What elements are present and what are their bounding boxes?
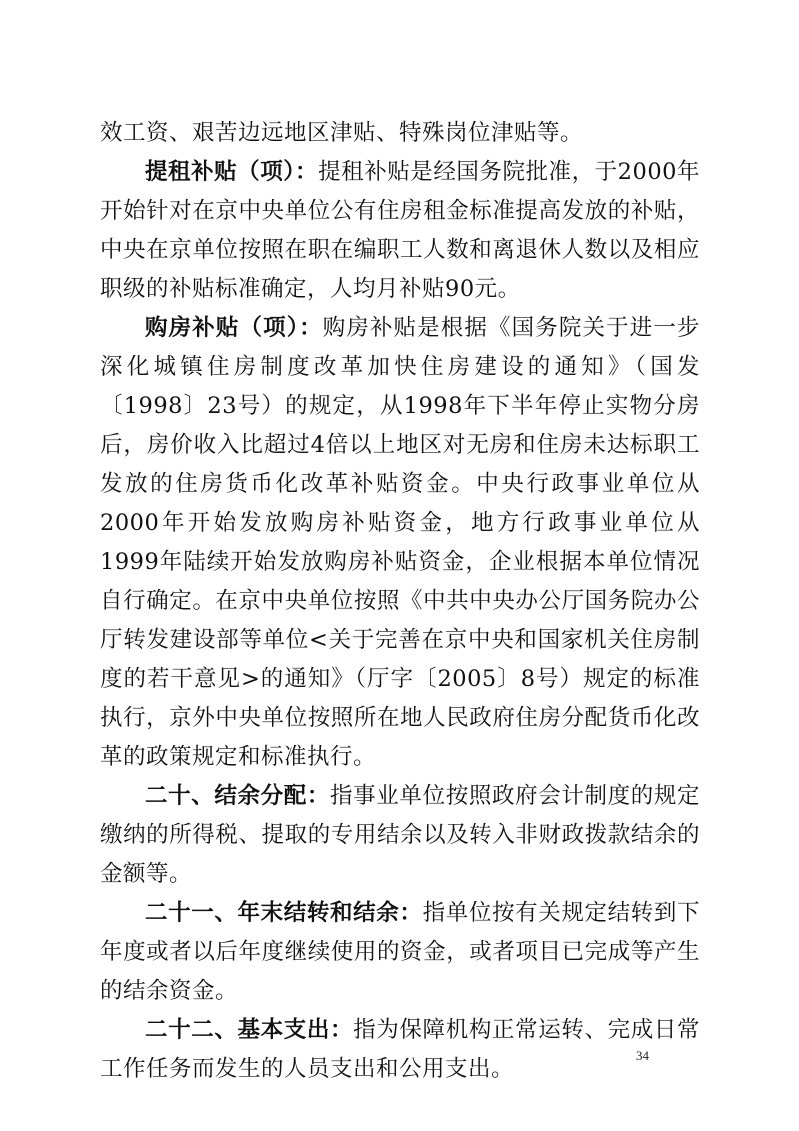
term-rent-subsidy: 提租补贴（项）：	[145, 159, 319, 185]
page-number: 34	[636, 1048, 649, 1063]
paragraph-text: 购房补贴是根据《国务院关于进一步深化城镇住房制度改革加快住房建设的通知》（国发〔1998〕23号）的规定，从1998年下半年停止实物分房后，房价收入比超过4倍以上地区对无房和住房未达标职工发放的住房货币化改革补贴资金。中央行政事业单位从2000年开始发放购房补贴资金，地方行政事业单位从1999年陆续开始发放购房补贴资金，企业根据本单位情况自行确定。在京中央单位按照《中共中央办公厅国务院办公厅转发建设部等单位<关于完善在京中央和国家机关住房制度的若干意见>的通知》（厅字〔2005〕8号）规定的标准执行，京外中央单位按照所在地人民政府住房分配货币化改革的政策规定和标准执行。	[100, 315, 700, 770]
term-year-end-carryover: 二十一、年末结转和结余：	[145, 900, 423, 926]
paragraph-text: 指事业单位按照政府会计制度的规定缴纳的所得税、提取的专用结余以及转入非财政拨款结余的金额等。	[100, 783, 700, 887]
paragraph-housing-purchase-subsidy	[100, 309, 700, 777]
paragraph-surplus-distribution	[100, 777, 700, 894]
document-body	[100, 114, 700, 1089]
term-housing-purchase-subsidy: 购房补贴（项）：	[145, 315, 323, 341]
paragraph-continuation	[100, 114, 700, 153]
paragraph-text: 指为保障机构正常运转、完成日常工作任务而发生的人员支出和公用支出。	[100, 1017, 700, 1082]
term-surplus-distribution: 二十、结余分配：	[145, 783, 331, 809]
paragraph-basic-expenditure	[100, 1011, 700, 1089]
paragraph-text: 提租补贴是经国务院批准，于2000年开始针对在京中央单位公有住房租金标准提高发放的补贴，中央在京单位按照在职在编职工人数和离退休人数以及相应职级的补贴标准确定，人均月补贴90元。	[100, 159, 700, 302]
term-basic-expenditure: 二十二、基本支出：	[145, 1017, 354, 1043]
paragraph-text: 指单位按有关规定结转到下年度或者以后年度继续使用的资金，或者项目已完成等产生的结余资金。	[100, 900, 700, 1004]
paragraph-rent-subsidy	[100, 153, 700, 309]
paragraph-text: 效工资、艰苦边远地区津贴、特殊岗位津贴等。	[100, 120, 584, 146]
paragraph-year-end-carryover	[100, 894, 700, 1011]
